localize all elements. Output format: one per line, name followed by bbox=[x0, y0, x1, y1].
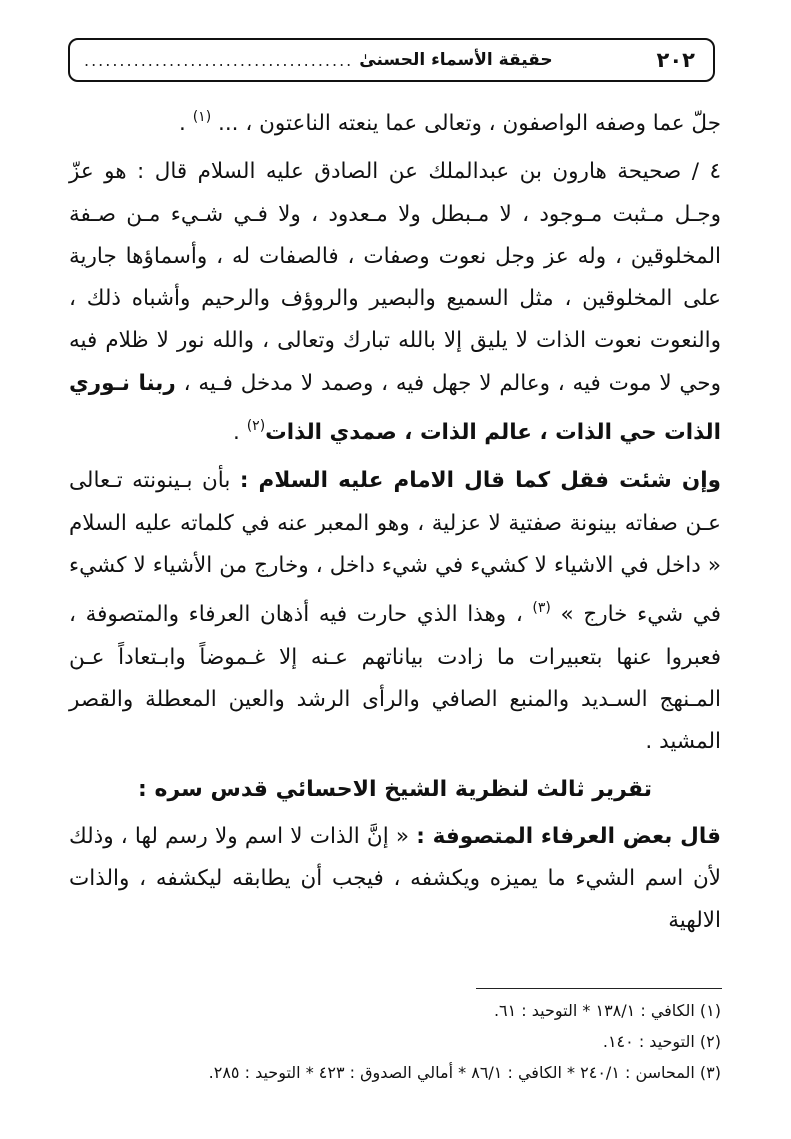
paragraph-2 bbox=[69, 151, 721, 454]
section-heading-colon: : bbox=[138, 777, 155, 803]
leader-dots: ...................................... bbox=[84, 50, 354, 70]
paragraph-3-text: بأن بـينونته تـعالى عـن صفاته بينونة صفتية لا عزلية ، وهو المعبر عنه في كلماته عليه السلام « داخل في الاشياء لا كشيء في شيء داخل ، وخارج من الأشياء لا كشيء في شيء خارج » bbox=[69, 468, 721, 628]
running-title: حقيقة الأسماء الحسنىٰ bbox=[359, 50, 553, 70]
footnote-3: (٣) المحاسن : ٢٤٠/١ * الكافي : ٨٦/١ * أمالي الصدوق : ٤٢٣ * التوحيد : ٢٨٥. bbox=[208, 1063, 721, 1082]
paragraph-4-bold: قال بعض العرفاء المتصوفة : bbox=[416, 823, 721, 849]
paragraph-1 bbox=[69, 96, 721, 145]
paragraph-2-text: ٤ / صحيحة هارون بن عبدالملك عن الصادق عليه السلام قال : هو عزّ وجـل مـثبت مـوجود ، لا مـبطل ولا مـعدود ، ولا فـي شـيء مـن صـفة المخلوقين ، وله عز وجل نعوت وصفات ، فالصفات له ، وأسماؤها جارية على المخلوقين ، مثل السميع والبصير والروؤف والرحيم وأشباه ذلك ، والنعوت نعوت الذات لا يليق إلا بالله تبارك وتعالى ، والله نور لا ظلام فيه وحي لا موت فيه ، وعالم لا جهل فيه ، وصمد لا مدخل فـيه ، bbox=[69, 159, 721, 396]
paragraph-3 bbox=[69, 460, 721, 763]
paragraph-2-end: . bbox=[233, 420, 247, 446]
page-header bbox=[68, 38, 715, 82]
footnote-1: (١) الكافي : ١٣٨/١ * التوحيد : ٦١. bbox=[493, 1001, 721, 1020]
main-text bbox=[69, 96, 721, 943]
footnote-separator bbox=[476, 988, 722, 989]
footnote-ref-3[interactable]: (٣) bbox=[532, 600, 551, 617]
section-heading-text: تقرير ثالث لنظرية الشيخ الاحسائي قدس سره bbox=[154, 777, 652, 803]
paragraph-3-bold: وإن شئت فقل كما قال الامام عليه السلام : bbox=[239, 468, 722, 494]
paragraph-4 bbox=[69, 816, 721, 943]
footnotes bbox=[69, 995, 721, 1088]
paragraph-1-end: . bbox=[179, 111, 193, 136]
paragraph-1-text: جلّ عما وصفه الواصفون ، وتعالى عما ينعته الناعتون ، ... bbox=[218, 111, 721, 136]
footnote-ref-2[interactable]: (٢) bbox=[246, 418, 266, 435]
running-title-group bbox=[84, 50, 553, 70]
section-heading bbox=[69, 769, 721, 811]
paragraph-4-text: « إنَّ الذات لا اسم ولا رسم لها ، وذلك لأن اسم الشيء ما يميزه ويكشفه ، فيجب أن يطابقه ليكشفه ، والذات الالهية bbox=[69, 823, 721, 934]
page-number: ٢٠٢ bbox=[656, 48, 695, 72]
paragraph-3-rest: ، وهذا الذي حارت فيه أذهان العرفاء والمتصوفة ، فعبروا عنها بتعبيرات ما زادت بياناتهم عـنه إلا غـموضاً وابـتعاداً عـن المـنهج السـديد والمنبع الصافي والرأى الرشد والعين المعطلة والقصر المشيد . bbox=[69, 602, 721, 755]
paragraph-2-bold: ربنا نـوري الذات حي الذات ، عالم الذات ، صمدي الذات bbox=[69, 370, 721, 446]
footnote-2: (٢) التوحيد : ١٤٠. bbox=[602, 1032, 721, 1051]
footnote-ref-1[interactable]: (١) bbox=[192, 109, 212, 125]
